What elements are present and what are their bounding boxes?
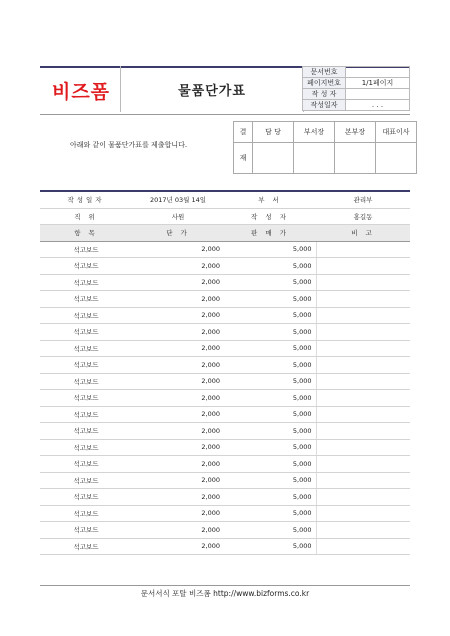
cell-item[interactable]: 석고보드 xyxy=(40,340,132,357)
cell-unit-price[interactable]: 2,000 xyxy=(132,472,224,489)
cell-unit-price[interactable]: 2,000 xyxy=(132,241,224,258)
cell-note[interactable] xyxy=(316,472,410,489)
bizforms-logo: 비즈폼 xyxy=(51,80,111,103)
table-row xyxy=(40,489,410,506)
dept-label: 부 서 xyxy=(224,192,316,208)
cell-note[interactable] xyxy=(316,373,410,390)
cell-sale-price[interactable]: 5,000 xyxy=(224,258,316,275)
cell-sale-price[interactable]: 5,000 xyxy=(224,307,316,324)
approval-role: 부서장 xyxy=(294,122,335,143)
approval-label-top: 결 xyxy=(234,122,253,143)
meta-label: 페이지번호 xyxy=(303,78,346,89)
cell-note[interactable] xyxy=(316,406,410,423)
meta-value[interactable] xyxy=(346,67,410,78)
cell-sale-price[interactable]: 5,000 xyxy=(224,241,316,258)
approval-sign-box[interactable] xyxy=(294,143,335,174)
info-row-date xyxy=(40,192,410,208)
cell-sale-price[interactable]: 5,000 xyxy=(224,324,316,341)
cell-item[interactable]: 석고보드 xyxy=(40,505,132,522)
meta-value[interactable]: . . . xyxy=(346,100,410,111)
cell-note[interactable] xyxy=(316,505,410,522)
cell-sale-price[interactable]: 5,000 xyxy=(224,390,316,407)
approval-role: 본부장 xyxy=(335,122,376,143)
cell-item[interactable]: 석고보드 xyxy=(40,274,132,291)
cell-unit-price[interactable]: 2,000 xyxy=(132,406,224,423)
cell-unit-price[interactable]: 2,000 xyxy=(132,291,224,308)
table-row xyxy=(40,423,410,440)
cell-unit-price[interactable]: 2,000 xyxy=(132,373,224,390)
cell-sale-price[interactable]: 5,000 xyxy=(224,274,316,291)
price-table xyxy=(40,192,410,555)
table-row xyxy=(40,291,410,308)
approval-sign-box[interactable] xyxy=(335,143,376,174)
cell-note[interactable] xyxy=(316,357,410,374)
cell-item[interactable]: 석고보드 xyxy=(40,291,132,308)
meta-row xyxy=(303,78,410,89)
cell-item[interactable]: 석고보드 xyxy=(40,390,132,407)
cell-note[interactable] xyxy=(316,340,410,357)
table-row xyxy=(40,241,410,258)
cell-item[interactable]: 석고보드 xyxy=(40,456,132,473)
table-row xyxy=(40,340,410,357)
approval-role: 담 당 xyxy=(253,122,294,143)
table-body xyxy=(40,241,410,555)
cell-item[interactable]: 석고보드 xyxy=(40,258,132,275)
header-bottom-rule xyxy=(40,114,410,115)
cell-note[interactable] xyxy=(316,274,410,291)
cell-unit-price[interactable]: 2,000 xyxy=(132,274,224,291)
table-row xyxy=(40,324,410,341)
cell-unit-price[interactable]: 2,000 xyxy=(132,439,224,456)
cell-item[interactable]: 석고보드 xyxy=(40,307,132,324)
table-row xyxy=(40,373,410,390)
table-row xyxy=(40,390,410,407)
dept-value[interactable]: 관리부 xyxy=(316,192,410,208)
column-header-item: 항 목 xyxy=(40,225,132,242)
cell-item[interactable]: 석고보드 xyxy=(40,357,132,374)
meta-value[interactable] xyxy=(346,89,410,100)
cell-sale-price[interactable]: 5,000 xyxy=(224,340,316,357)
cell-unit-price[interactable]: 2,000 xyxy=(132,390,224,407)
approval-label-bottom: 재 xyxy=(234,143,253,174)
cell-unit-price[interactable]: 2,000 xyxy=(132,357,224,374)
cell-sale-price[interactable]: 5,000 xyxy=(224,489,316,506)
cell-unit-price[interactable]: 2,000 xyxy=(132,522,224,539)
cell-unit-price[interactable]: 2,000 xyxy=(132,505,224,522)
table-row xyxy=(40,274,410,291)
table-row xyxy=(40,307,410,324)
cell-sale-price[interactable]: 5,000 xyxy=(224,423,316,440)
cell-note[interactable] xyxy=(316,489,410,506)
cell-item[interactable]: 석고보드 xyxy=(40,241,132,258)
meta-row xyxy=(303,100,410,111)
table-row xyxy=(40,357,410,374)
approval-sign-box[interactable] xyxy=(253,143,294,174)
cell-unit-price[interactable]: 2,000 xyxy=(132,423,224,440)
cell-sale-price[interactable]: 5,000 xyxy=(224,538,316,555)
table-row xyxy=(40,258,410,275)
table-row xyxy=(40,456,410,473)
meta-row xyxy=(303,67,410,78)
cell-item[interactable]: 석고보드 xyxy=(40,373,132,390)
cell-note[interactable] xyxy=(316,241,410,258)
meta-row xyxy=(303,89,410,100)
cell-note[interactable] xyxy=(316,258,410,275)
title-box xyxy=(120,66,304,112)
cell-sale-price[interactable]: 5,000 xyxy=(224,373,316,390)
meta-label: 작성일자 xyxy=(303,100,346,111)
cell-sale-price[interactable]: 5,000 xyxy=(224,472,316,489)
date-value[interactable]: 2017년 03월 14일 xyxy=(132,192,224,208)
cell-unit-price[interactable]: 2,000 xyxy=(132,538,224,555)
table-row xyxy=(40,505,410,522)
approval-sign-box[interactable] xyxy=(376,143,417,174)
footer-rule xyxy=(40,585,410,586)
cell-unit-price[interactable]: 2,000 xyxy=(132,258,224,275)
document-meta-table xyxy=(302,66,410,111)
cell-unit-price[interactable]: 2,000 xyxy=(132,307,224,324)
cell-item[interactable]: 석고보드 xyxy=(40,472,132,489)
cell-sale-price[interactable]: 5,000 xyxy=(224,522,316,539)
footer-text: 문서서식 포탈 비즈폼 http://www.bizforms.co.kr xyxy=(140,589,310,598)
table-row xyxy=(40,439,410,456)
table-row xyxy=(40,472,410,489)
approval-role: 대표이사 xyxy=(376,122,417,143)
cell-note[interactable] xyxy=(316,307,410,324)
cell-sale-price[interactable]: 5,000 xyxy=(224,406,316,423)
position-label: 직 위 xyxy=(40,208,132,225)
column-header-note: 비 고 xyxy=(316,225,410,242)
column-header-sale-price: 판 매 가 xyxy=(224,225,316,242)
cell-unit-price[interactable]: 2,000 xyxy=(132,340,224,357)
approval-table xyxy=(233,121,417,174)
meta-label: 문서번호 xyxy=(303,67,346,78)
cell-note[interactable] xyxy=(316,390,410,407)
column-header-row xyxy=(40,225,410,242)
cell-item[interactable]: 석고보드 xyxy=(40,522,132,539)
page-title: 물품단가표 xyxy=(178,83,246,99)
cell-item[interactable]: 석고보드 xyxy=(40,439,132,456)
date-label: 작성일자 xyxy=(40,192,132,208)
table-row xyxy=(40,522,410,539)
table-row xyxy=(40,538,410,555)
cell-sale-price[interactable]: 5,000 xyxy=(224,357,316,374)
cell-note[interactable] xyxy=(316,324,410,341)
cell-unit-price[interactable]: 2,000 xyxy=(132,489,224,506)
author-value[interactable]: 홍길동 xyxy=(316,208,410,225)
cell-sale-price[interactable]: 5,000 xyxy=(224,291,316,308)
cell-note[interactable] xyxy=(316,291,410,308)
cell-sale-price[interactable]: 5,000 xyxy=(224,505,316,522)
cell-item[interactable]: 석고보드 xyxy=(40,489,132,506)
cell-sale-price[interactable]: 5,000 xyxy=(224,439,316,456)
position-value[interactable]: 사원 xyxy=(132,208,224,225)
table-row xyxy=(40,406,410,423)
cell-item[interactable]: 석고보드 xyxy=(40,538,132,555)
cell-unit-price[interactable]: 2,000 xyxy=(132,456,224,473)
cell-note[interactable] xyxy=(316,522,410,539)
cell-note[interactable] xyxy=(316,439,410,456)
info-row-position xyxy=(40,208,410,225)
cell-sale-price[interactable]: 5,000 xyxy=(224,456,316,473)
column-header-unit-price: 단 가 xyxy=(132,225,224,242)
cell-unit-price[interactable]: 2,000 xyxy=(132,324,224,341)
cell-item[interactable]: 석고보드 xyxy=(40,324,132,341)
submission-message: 아래와 같이 물품단가표를 제출합니다. xyxy=(70,141,188,149)
cell-note[interactable] xyxy=(316,538,410,555)
cell-note[interactable] xyxy=(316,423,410,440)
meta-value[interactable]: 1/1페이지 xyxy=(346,78,410,89)
cell-note[interactable] xyxy=(316,456,410,473)
author-label: 작 성 자 xyxy=(224,208,316,225)
cell-item[interactable]: 석고보드 xyxy=(40,406,132,423)
cell-item[interactable]: 석고보드 xyxy=(40,423,132,440)
meta-label: 작 성 자 xyxy=(303,89,346,100)
